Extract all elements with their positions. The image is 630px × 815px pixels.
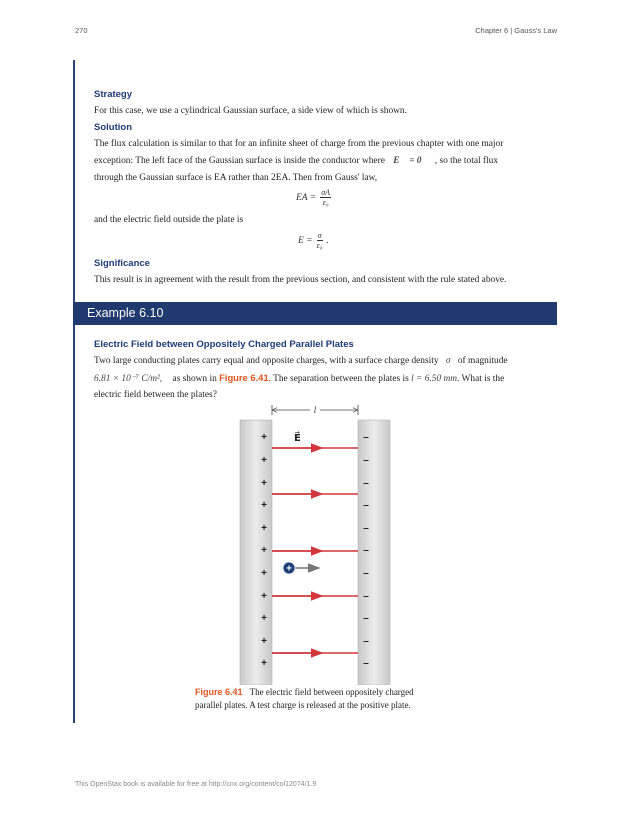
page-number: 270 [75,26,88,35]
minus-sign: – [363,500,369,511]
equation-field-period: . [326,235,329,246]
example-line-2a: as shown in [172,374,217,384]
example-line-2b: . The separation between the plates is [268,374,409,384]
significance-text: This result is in agreement with the result from the previous section, and consistent with the rule stated above. [94,275,507,285]
parallel-plates-figure [225,400,405,685]
equation-gauss-lhs: EA = [296,192,317,203]
example-title: Electric Field between Oppositely Charged Parallel Plates [94,339,354,350]
test-charge-sign: + [286,563,292,575]
plus-sign: + [261,478,267,489]
figure-caption-ref: Figure 6.41 [195,687,243,697]
chapter-title: Chapter 6 | Gauss's Law [475,26,557,35]
minus-sign: – [363,636,369,647]
example-line-1b: of magnitude [457,356,508,366]
example-line-1a: Two large conducting plates carry equal and opposite charges, with a surface charge density [94,356,439,366]
equation-field-numerator: σ [317,231,322,240]
strategy-text: For this case, we use a cylindrical Gaussian surface, a side view of which is shown. [94,106,407,116]
plus-sign: + [261,658,267,669]
solution-heading: Solution [94,122,132,133]
equation-gauss-denominator: ε₀ [322,198,329,207]
solution-line-1: The flux calculation is similar to that for an infinite sheet of charge from the previous chapter with one major [94,139,504,149]
plus-sign: + [261,636,267,647]
equation-gauss-fraction [320,188,331,207]
equation-gauss-numerator: σA [321,188,331,197]
solution-line-3: through the Gaussian surface is EA rather than 2EA. Then from Gauss' law, [94,173,378,183]
significance-heading: Significance [94,258,150,269]
minus-sign: – [363,568,369,579]
e-equals-zero-math: E⃗ = 0⃗ [393,156,429,166]
minus-sign: – [363,613,369,624]
equation-field-denominator: ε₀ [316,241,323,250]
solution-line-2b: , so the total flux [434,156,499,166]
equation-gauss [296,188,331,207]
figure-caption-text: The electric field between oppositely charged parallel plates. A test charge is released at the positive plate. [195,687,414,710]
plus-sign: + [261,432,267,443]
minus-sign: – [363,591,369,602]
charge-density-value: 6.81 × 10⁻⁷ C/m², [94,374,163,384]
equation-field-fraction [317,231,323,250]
sidebar-rule-bottom [73,325,75,723]
figure-reference-link[interactable]: Figure 6.41 [219,372,269,383]
example-banner [73,302,557,325]
minus-sign: – [363,455,369,466]
plus-sign: + [261,545,267,556]
minus-sign: – [363,545,369,556]
solution-line-4: and the electric field outside the plate is [94,215,244,225]
plus-sign: + [261,591,267,602]
plus-sign: + [261,568,267,579]
equation-field-lhs: E = [298,235,313,246]
example-line-3: electric field between the plates? [94,390,217,400]
plus-sign: + [261,455,267,466]
field-label: E⃗ [294,433,301,444]
plus-sign: + [261,500,267,511]
solution-line-2a: exception: The left face of the Gaussian surface is inside the conductor where [94,156,385,166]
minus-sign: – [363,432,369,443]
plus-sign: + [261,613,267,624]
equation-field [298,231,329,250]
example-banner-label: Example 6.10 [87,306,164,320]
separation-value: l = 6.50 mm [411,374,458,384]
sidebar-rule-top [73,60,75,302]
strategy-heading: Strategy [94,89,133,100]
footer-note: This OpenStax book is available for free at http://cnx.org/content/col12074/1.9 [75,781,317,788]
sigma-symbol: σ [445,356,451,366]
minus-sign: – [363,478,369,489]
dimension-label: l [313,405,317,415]
minus-sign: – [363,658,369,669]
example-line-2c: . What is the [457,374,505,384]
minus-sign: – [363,523,369,534]
positive-plate [240,420,272,685]
plus-sign: + [261,523,267,534]
figure-caption [195,686,435,711]
